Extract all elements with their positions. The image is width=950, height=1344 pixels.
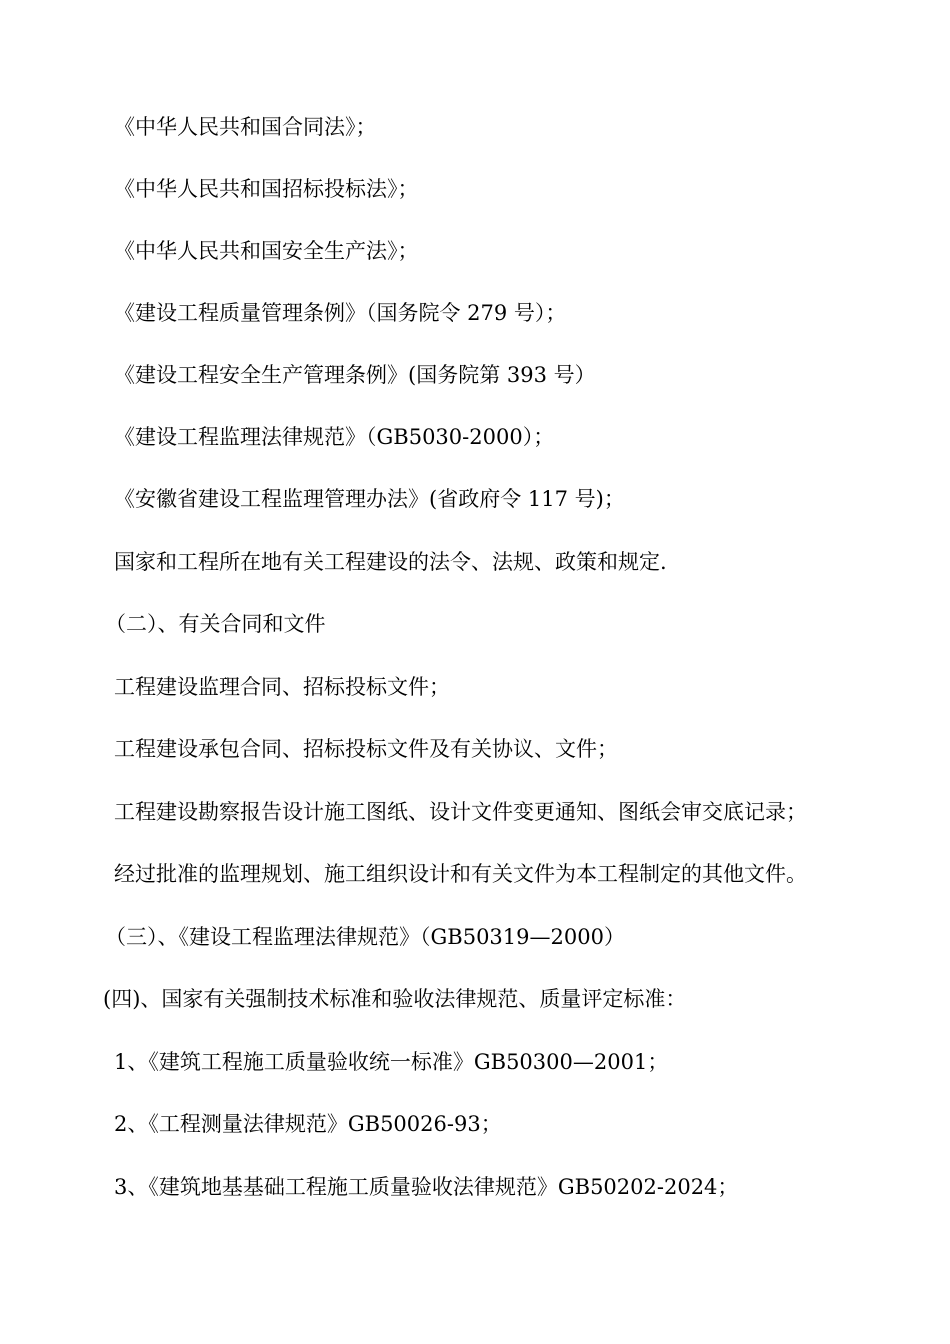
- section-heading-contracts: （二）、有关合同和文件: [105, 612, 326, 636]
- text-line-supervision-contract: 工程建设监理合同、招标投标文件；: [114, 675, 450, 699]
- list-item-standard-1: 1、《建筑工程施工质量验收统一标准》GB50300—2001；: [114, 1050, 669, 1074]
- text-line-contract-law: 《中华人民共和国合同法》；: [114, 115, 377, 139]
- text-line-approved-plans: 经过批准的监理规划、施工组织设计和有关文件为本工程制定的其他文件。: [114, 862, 807, 886]
- text-line-safety-regulation: 《建设工程安全生产管理条例》(国务院第 393 号）: [114, 363, 596, 387]
- text-line-anhui-measures: 《安徽省建设工程监理管理办法》(省政府令 117 号)；: [114, 487, 625, 511]
- list-item-standard-3: 3、《建筑地基基础工程施工质量验收法律规范》GB50202-2024；: [114, 1175, 739, 1199]
- text-line-construction-contract: 工程建设承包合同、招标投标文件及有关协议、文件；: [114, 737, 618, 761]
- text-line-bidding-law: 《中华人民共和国招标投标法》；: [114, 177, 419, 201]
- section-heading-national-standards: (四)、国家有关强制技术标准和验收法律规范、质量评定标准：: [103, 987, 687, 1011]
- list-item-standard-2: 2、《工程测量法律规范》GB50026-93；: [114, 1112, 502, 1136]
- text-line-quality-regulation: 《建设工程质量管理条例》（国务院令 279 号）；: [114, 301, 567, 325]
- section-heading-supervision-spec: （三）、《建设工程监理法律规范》（GB50319—2000）: [105, 925, 625, 949]
- text-line-survey-drawings: 工程建设勘察报告设计施工图纸、设计文件变更通知、图纸会审交底记录；: [114, 800, 807, 824]
- text-line-supervision-spec: 《建设工程监理法律规范》（GB5030-2000）；: [114, 425, 555, 449]
- text-line-safety-law: 《中华人民共和国安全生产法》；: [114, 239, 419, 263]
- text-line-national-local-rules: 国家和工程所在地有关工程建设的法令、法规、政策和规定.: [114, 550, 667, 574]
